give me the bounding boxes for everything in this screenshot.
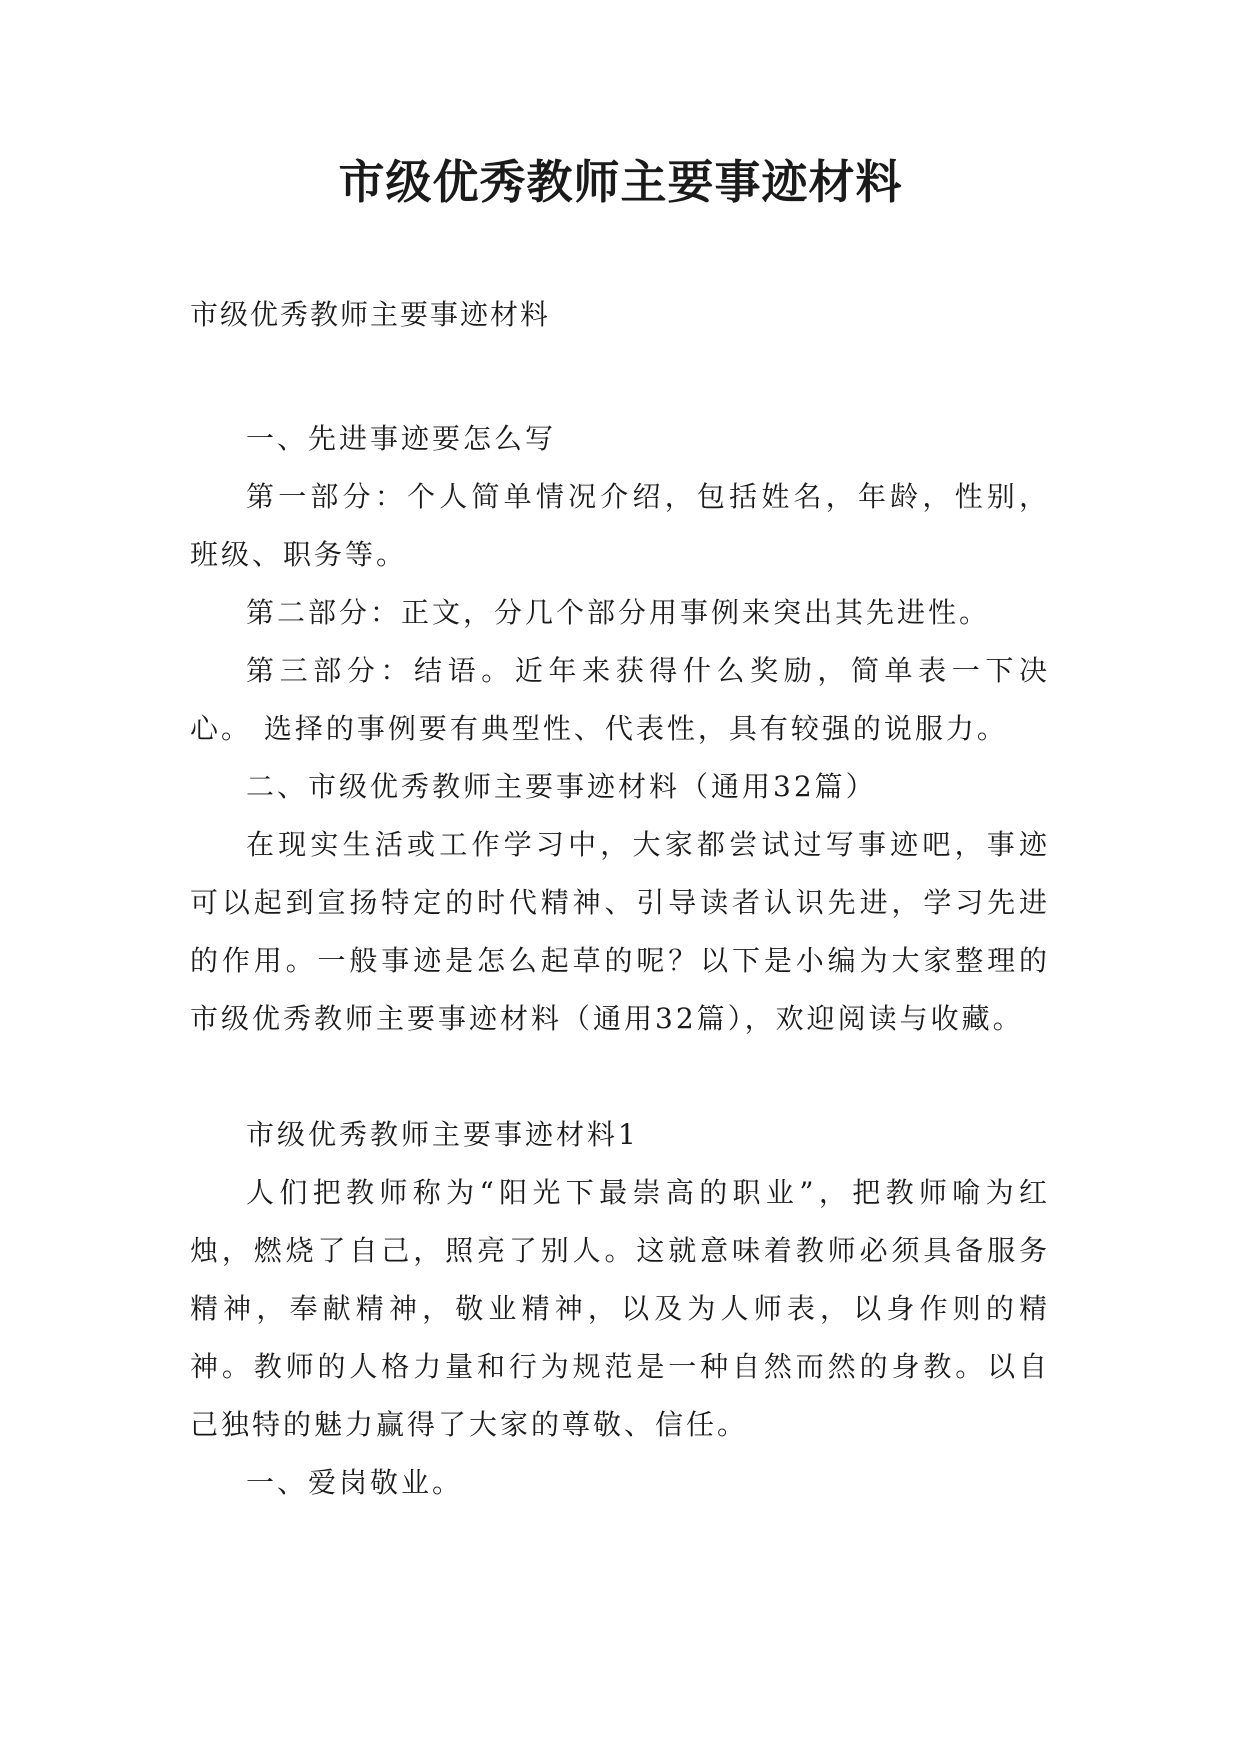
paragraph: 第一部分：个人简单情况介绍，包括姓名，年龄，性别，班级、职务等。 — [190, 480, 1050, 571]
paragraph: 第三部分：结语。近年来获得什么奖励，简单表一下决心。 选择的事例要有典型性、代表性，具有较强的说服力。 — [190, 654, 1050, 745]
document-title: 市级优秀教师主要事迹材料 — [338, 155, 903, 209]
document-subtitle: 市级优秀教师主要事迹材料 — [190, 298, 551, 331]
paragraph: 人们把教师称为“阳光下最崇高的职业”，把教师喻为红烛，燃烧了自己，照亮了别人。这就意味着教师必须具备服务精神，奉献精神，敬业精神，以及为人师表，以身作则的精神。教师的人格力量和行为规范是一种自然而然的身教。以自己独特的魅力赢得了大家的尊敬、信任。 — [190, 1176, 1050, 1441]
paragraph: 二、市级优秀教师主要事迹材料（通用32篇） — [246, 770, 877, 803]
section-heading: 市级优秀教师主要事迹材料1 — [246, 1118, 639, 1151]
paragraph: 一、爱岗敬业。 — [246, 1466, 464, 1499]
paragraph: 一、先进事迹要怎么写 — [246, 422, 557, 455]
paragraph: 在现实生活或工作学习中，大家都尝试过写事迹吧，事迹可以起到宣扬特定的时代精神、引导读者认识先进，学习先进的作用。一般事迹是怎么起草的呢？以下是小编为大家整理的市级优秀教师主要事迹材料（通用32篇），欢迎阅读与收藏。 — [190, 828, 1050, 1035]
document-body — [190, 410, 1050, 1512]
paragraph: 第二部分：正文，分几个部分用事例来突出其先进性。 — [246, 596, 991, 629]
